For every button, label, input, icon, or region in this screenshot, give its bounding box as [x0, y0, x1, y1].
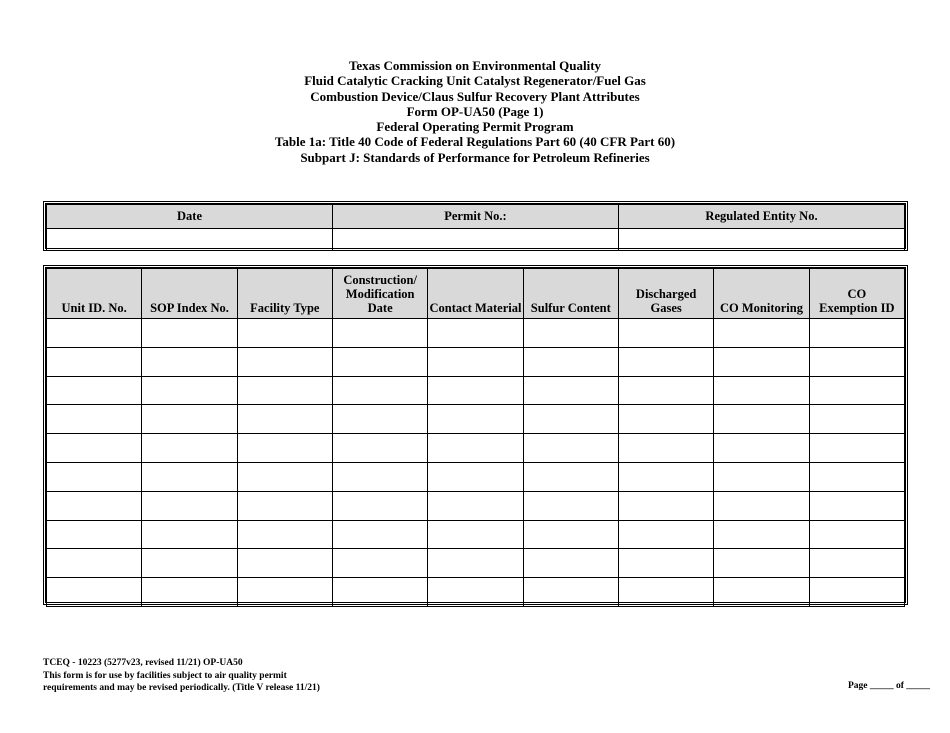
table-row — [47, 491, 905, 520]
table-cell[interactable] — [714, 578, 809, 607]
table-cell[interactable] — [47, 578, 142, 607]
table-cell[interactable] — [47, 347, 142, 376]
column-header-line: CO — [847, 287, 867, 301]
table-cell[interactable] — [714, 491, 809, 520]
table-cell[interactable] — [523, 405, 618, 434]
table-cell[interactable] — [809, 491, 904, 520]
table-cell[interactable] — [142, 549, 237, 578]
table-cell[interactable] — [237, 491, 332, 520]
table-cell[interactable] — [332, 347, 427, 376]
table-cell[interactable] — [47, 520, 142, 549]
table-cell[interactable] — [809, 520, 904, 549]
header-line: Subpart J: Standards of Performance for Petroleum Refineries — [300, 149, 650, 165]
table-cell[interactable] — [428, 405, 523, 434]
table-cell[interactable] — [142, 405, 237, 434]
table-cell[interactable] — [714, 520, 809, 549]
header-line: Texas Commission on Environmental Quality — [348, 58, 602, 73]
table-cell[interactable] — [618, 549, 713, 578]
date-field[interactable] — [47, 229, 333, 251]
table-cell[interactable] — [523, 462, 618, 491]
column-header-line: Discharged — [635, 287, 697, 301]
table-cell[interactable] — [142, 462, 237, 491]
permit-info-header-row — [47, 205, 905, 229]
header-line: Form OP-UA50 (Page 1) — [406, 103, 544, 119]
table-cell[interactable] — [47, 405, 142, 434]
footer-line: This form is for use by facilities subject to air quality permit — [43, 670, 287, 681]
regulated-entity-field[interactable] — [619, 229, 905, 251]
table-cell[interactable] — [47, 549, 142, 578]
column-header-line: Facility Type — [250, 301, 320, 315]
table-cell[interactable] — [523, 578, 618, 607]
discharged-gases-header — [618, 269, 713, 319]
table-cell[interactable] — [237, 434, 332, 463]
table-cell[interactable] — [618, 347, 713, 376]
table-cell[interactable] — [809, 405, 904, 434]
footer-line: TCEQ - 10223 (5277v23, revised 11/21) OP-UA50 — [43, 658, 243, 668]
table-cell[interactable] — [809, 376, 904, 405]
table-cell[interactable] — [618, 319, 713, 348]
table-cell[interactable] — [332, 462, 427, 491]
page-number: Page _____ of _____ — [847, 681, 930, 691]
table-cell[interactable] — [332, 434, 427, 463]
column-header-line: Exemption ID — [819, 301, 895, 315]
column-header-line: Modification — [345, 287, 415, 301]
table-cell[interactable] — [332, 549, 427, 578]
table-cell[interactable] — [142, 491, 237, 520]
unit-id-header — [47, 269, 142, 319]
table-cell[interactable] — [809, 434, 904, 463]
table-cell[interactable] — [618, 491, 713, 520]
regulated-entity-header: Regulated Entity No. — [619, 205, 905, 229]
table-cell[interactable] — [428, 462, 523, 491]
permit-no-field[interactable] — [333, 229, 619, 251]
table-cell[interactable] — [523, 347, 618, 376]
column-header-line: CO Monitoring — [719, 301, 803, 315]
table-row — [47, 462, 905, 491]
table-cell[interactable] — [428, 578, 523, 607]
table-cell[interactable] — [428, 549, 523, 578]
table-cell[interactable] — [714, 347, 809, 376]
table-cell[interactable] — [428, 347, 523, 376]
table-cell[interactable] — [809, 347, 904, 376]
table-cell[interactable] — [714, 319, 809, 348]
table-cell[interactable] — [809, 549, 904, 578]
table-cell[interactable] — [47, 434, 142, 463]
footer-line: requirements and may be revised periodically. (Title V release 11/21) — [43, 683, 320, 694]
table-cell[interactable] — [809, 319, 904, 348]
table-cell[interactable] — [142, 578, 237, 607]
table-row — [47, 376, 905, 405]
table-cell[interactable] — [142, 376, 237, 405]
table-cell[interactable] — [47, 319, 142, 348]
attributes-table — [43, 265, 908, 605]
column-header-line: Date — [367, 301, 393, 315]
form-header — [0, 58, 950, 165]
co-exemption-header — [809, 269, 904, 319]
permit-info-input-row — [47, 229, 905, 251]
column-header-line: Unit ID. No. — [61, 301, 127, 315]
co-monitoring-header — [714, 269, 809, 319]
column-header-line: Construction/ — [343, 273, 417, 287]
header-line: Table 1a: Title 40 Code of Federal Regulations Part 60 (40 CFR Part 60) — [274, 134, 676, 150]
table-cell[interactable] — [809, 462, 904, 491]
table-cell[interactable] — [142, 319, 237, 348]
permit-no-header: Permit No.: — [333, 205, 619, 229]
table-cell[interactable] — [714, 376, 809, 405]
date-header: Date — [47, 205, 333, 229]
table-cell[interactable] — [523, 549, 618, 578]
table-cell[interactable] — [142, 347, 237, 376]
table-cell[interactable] — [47, 376, 142, 405]
column-header-line: Contact Material — [429, 301, 522, 315]
facility-type-header — [237, 269, 332, 319]
column-header-line: Sulfur Content — [530, 301, 611, 315]
sop-index-header — [142, 269, 237, 319]
table-cell[interactable] — [237, 405, 332, 434]
table-cell[interactable] — [47, 462, 142, 491]
table-cell[interactable] — [237, 578, 332, 607]
table-row — [47, 434, 905, 463]
table-cell[interactable] — [332, 376, 427, 405]
table-cell[interactable] — [332, 578, 427, 607]
table-cell[interactable] — [714, 434, 809, 463]
table-cell[interactable] — [332, 319, 427, 348]
table-row — [47, 549, 905, 578]
table-cell[interactable] — [332, 405, 427, 434]
header-line: Combustion Device/Claus Sulfur Recovery Plant Attributes — [310, 88, 640, 104]
table-cell[interactable] — [237, 520, 332, 549]
table-cell[interactable] — [809, 578, 904, 607]
table-cell[interactable] — [618, 376, 713, 405]
table-cell[interactable] — [428, 319, 523, 348]
table-cell[interactable] — [714, 549, 809, 578]
table-cell[interactable] — [428, 520, 523, 549]
table-cell[interactable] — [523, 376, 618, 405]
table-row — [47, 319, 905, 348]
table-cell[interactable] — [142, 434, 237, 463]
attributes-header-row — [47, 269, 905, 319]
table-cell[interactable] — [428, 491, 523, 520]
table-cell[interactable] — [237, 319, 332, 348]
table-cell[interactable] — [523, 520, 618, 549]
table-cell[interactable] — [618, 462, 713, 491]
table-cell[interactable] — [618, 405, 713, 434]
contact-material-header — [428, 269, 523, 319]
table-cell[interactable] — [523, 434, 618, 463]
column-header-line: Gases — [650, 301, 682, 315]
table-cell[interactable] — [714, 462, 809, 491]
table-cell[interactable] — [237, 347, 332, 376]
table-cell[interactable] — [332, 491, 427, 520]
column-header-line: SOP Index No. — [150, 301, 229, 315]
table-row — [47, 347, 905, 376]
table-cell[interactable] — [428, 434, 523, 463]
table-cell[interactable] — [618, 578, 713, 607]
table-cell[interactable] — [523, 491, 618, 520]
permit-info-table — [43, 201, 908, 251]
table-cell[interactable] — [523, 319, 618, 348]
table-cell[interactable] — [332, 520, 427, 549]
construction-date-header — [332, 269, 427, 319]
table-cell[interactable] — [714, 405, 809, 434]
table-row — [47, 405, 905, 434]
table-cell[interactable] — [428, 376, 523, 405]
table-cell[interactable] — [237, 376, 332, 405]
table-row — [47, 520, 905, 549]
table-cell[interactable] — [142, 520, 237, 549]
table-cell[interactable] — [618, 434, 713, 463]
header-line: Federal Operating Permit Program — [376, 119, 574, 135]
table-cell[interactable] — [618, 520, 713, 549]
table-row — [47, 578, 905, 607]
form-footer — [43, 657, 320, 695]
sulfur-content-header — [523, 269, 618, 319]
table-cell[interactable] — [47, 491, 142, 520]
header-line: Fluid Catalytic Cracking Unit Catalyst Regenerator/Fuel Gas — [304, 73, 646, 89]
table-cell[interactable] — [237, 462, 332, 491]
table-cell[interactable] — [237, 549, 332, 578]
